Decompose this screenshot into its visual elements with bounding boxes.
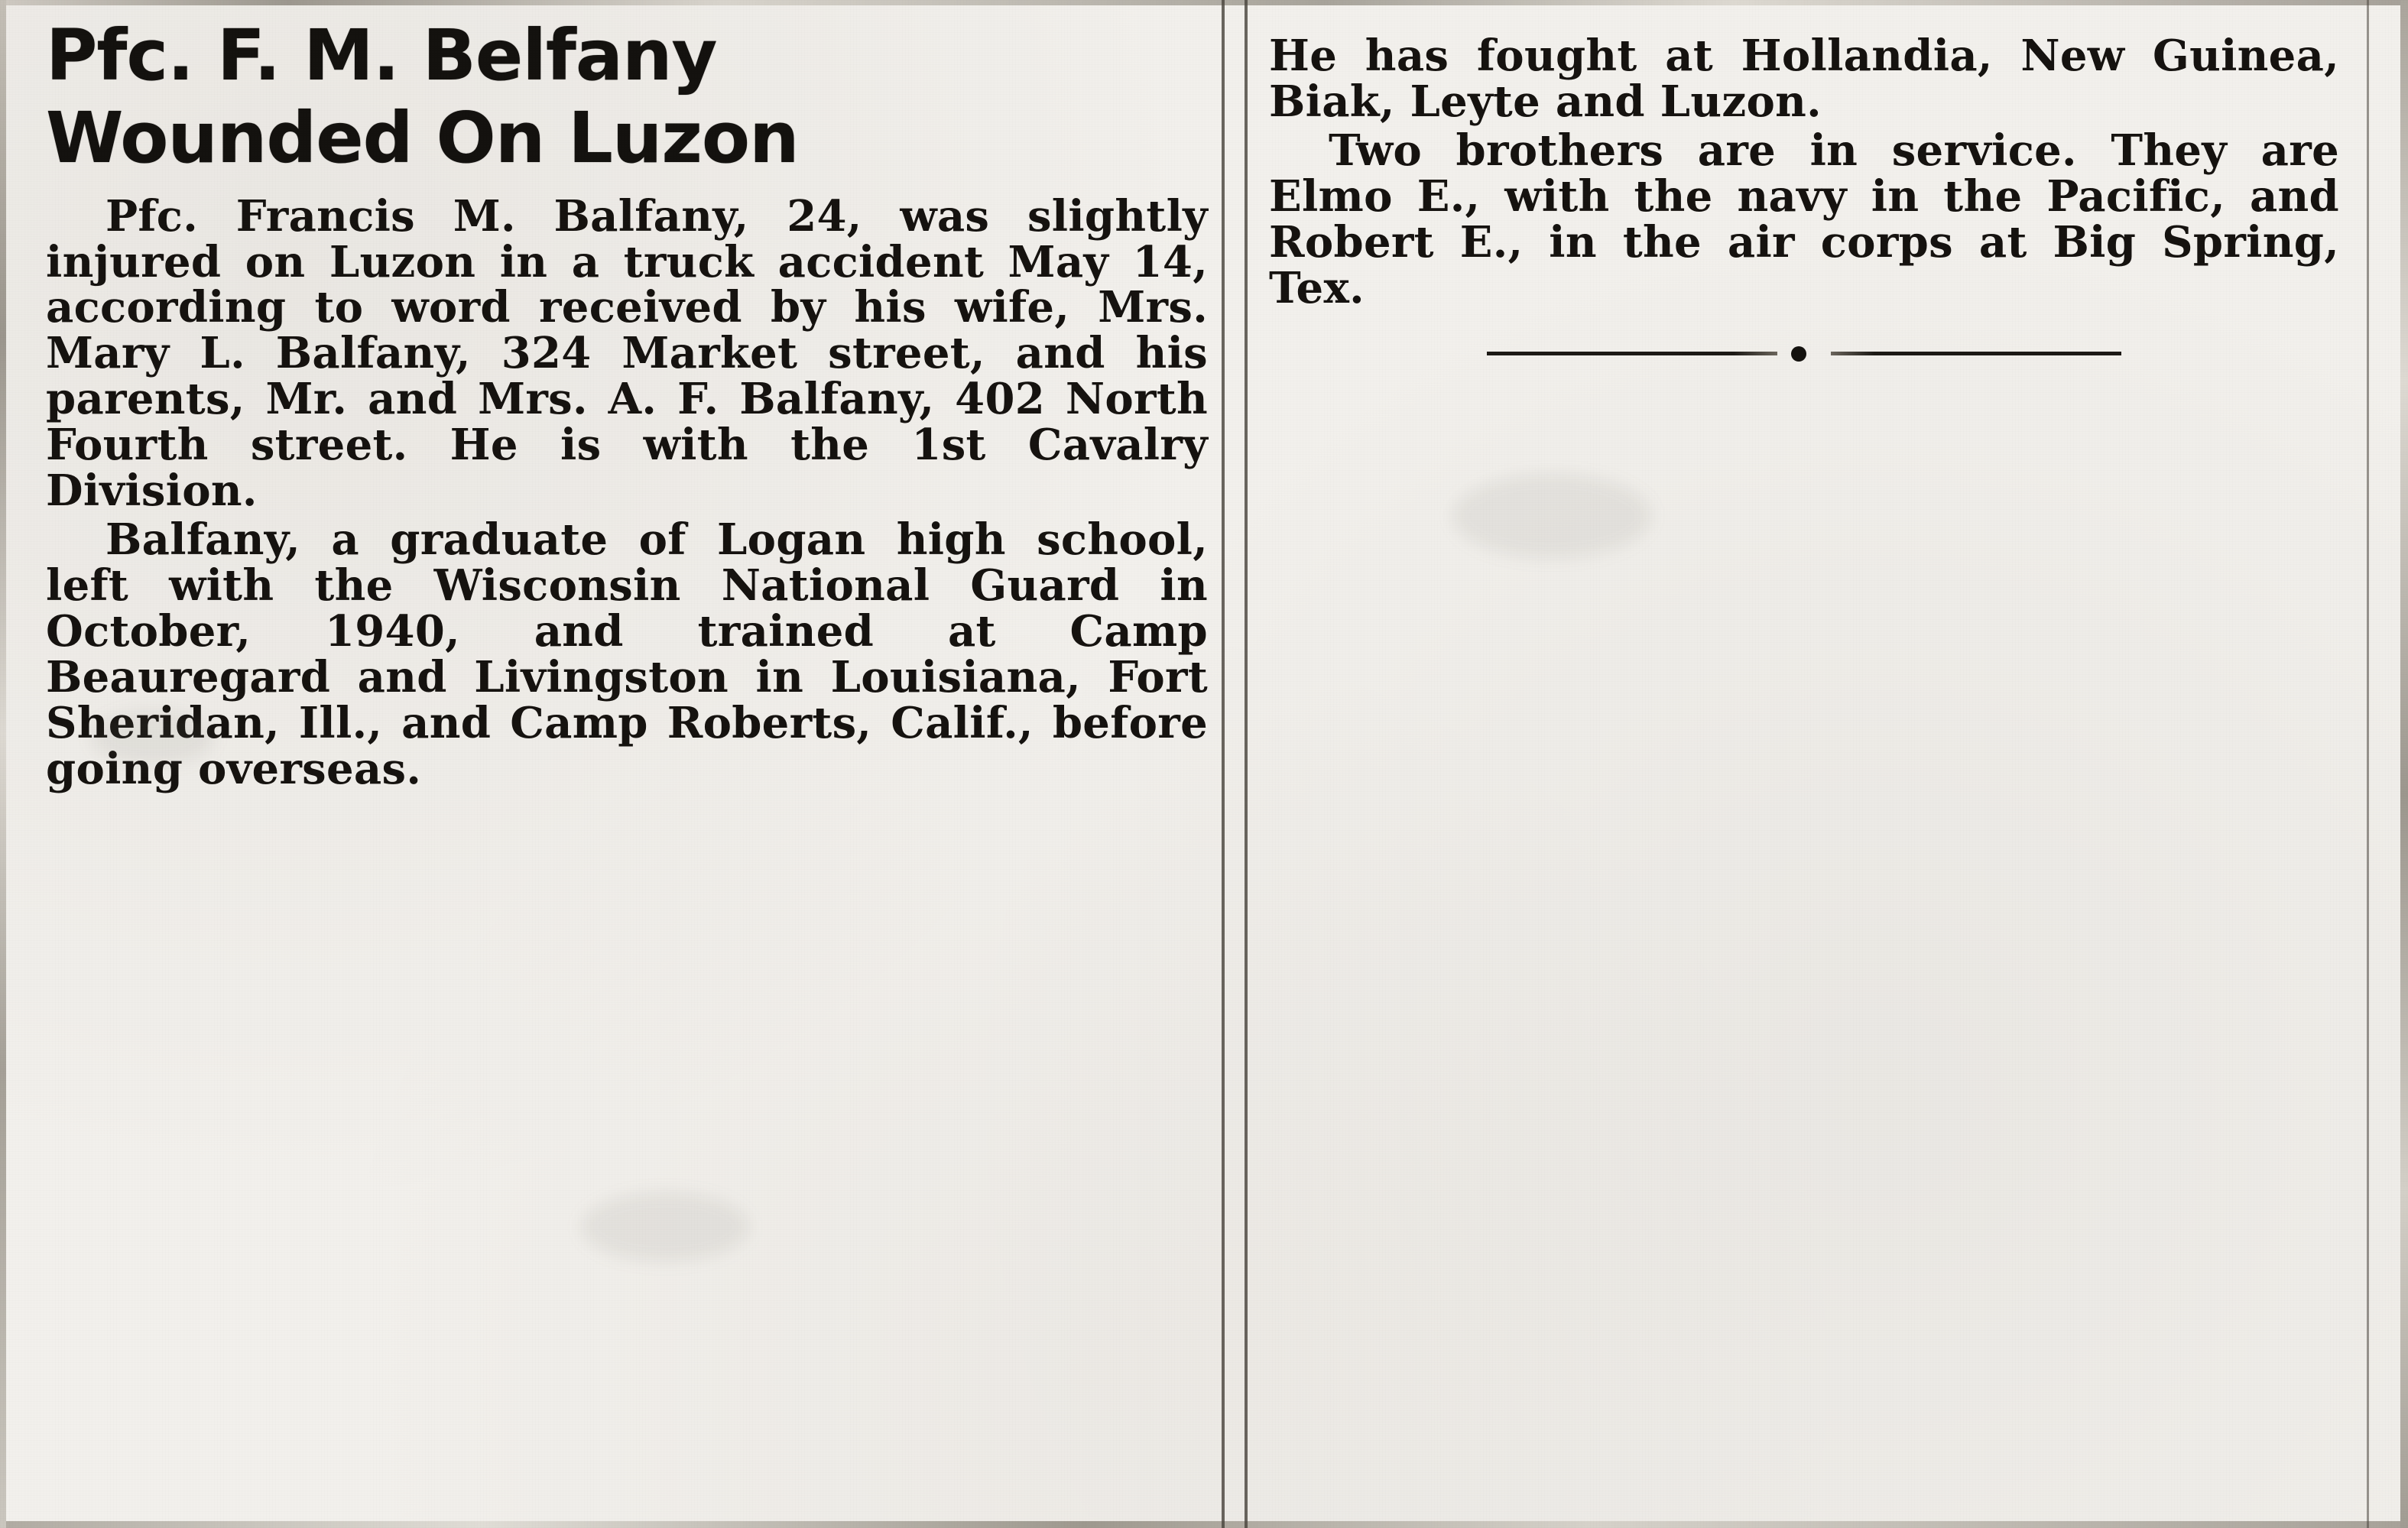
end-of-article-rule <box>1487 343 2121 363</box>
dinkus-bar-left <box>1487 352 1777 355</box>
dinkus-dot <box>1791 346 1806 362</box>
clipping-edge-right <box>2400 0 2408 1528</box>
article-column-left <box>46 15 1208 794</box>
article-paragraph: Pfc. Francis M. Balfany, 24, was slightly injured on Luzon in a truck accident May 14, according to word received by his wife, Mrs. Mary L. Balfany, 324 Market street, and his parents, Mr. and Mrs. A. F. Balfany, 402 North Fourth street. He is with the 1st Cavalry Division. <box>46 190 1208 517</box>
article-paragraph: He has fought at Hollandia, New Guinea, Biak, Leyte and Luzon. <box>1269 31 2339 127</box>
article-paragraph: Balfany, a graduate of Logan high school, left with the Wisconsin National Guard in October, 1940, and trained at Camp Beauregard and Livingston in Louisiana, Fort Sheridan, Ill., and Camp Roberts, Calif., before going overseas. <box>46 514 1208 794</box>
headline-line-1: Pfc. F. M. Belfany <box>46 15 717 96</box>
column-rule-left <box>1222 0 1225 1528</box>
column-rule-right <box>1245 0 1248 1528</box>
article-body-right <box>1269 31 2339 313</box>
column-rule-far-right <box>2367 0 2369 1528</box>
article-paragraph: Two brothers are in service. They are Elmo E., with the navy in the Pacific, and Robert E., in the air corps at Big Spring, Tex. <box>1269 125 2339 313</box>
paper-smudge <box>581 1192 749 1261</box>
paper-smudge <box>1452 474 1651 558</box>
clipping-edge-left <box>0 0 6 1528</box>
headline-line-2: Wounded On Luzon <box>46 96 799 179</box>
article-body-left <box>46 190 1208 794</box>
dinkus-bar-right <box>1831 352 2121 355</box>
article-column-right <box>1269 31 2339 363</box>
clipping-edge-bottom <box>0 1521 2408 1528</box>
clipping-edge-top <box>0 0 2408 5</box>
